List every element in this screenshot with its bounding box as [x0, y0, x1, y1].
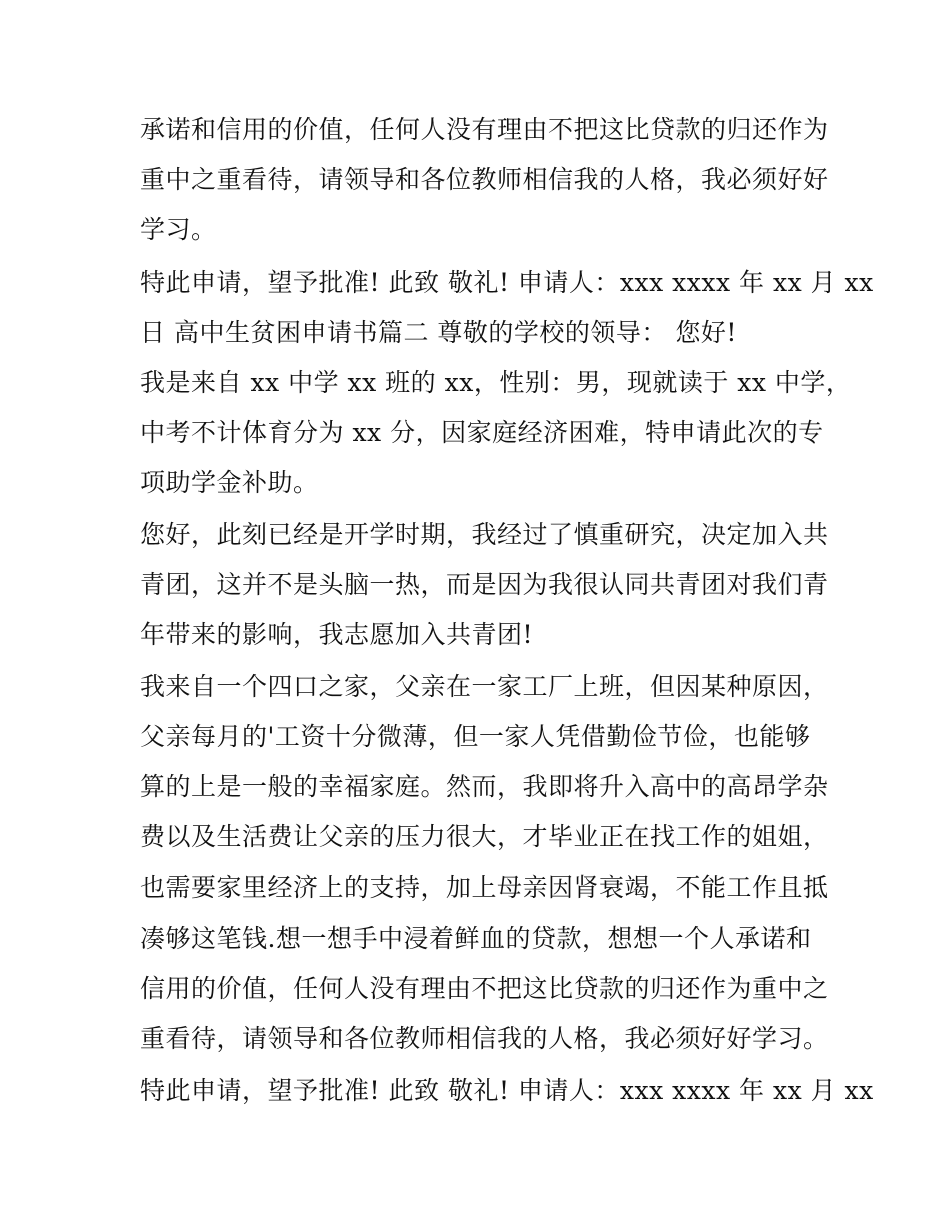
text-line: 特此申请，望予批准! 此致 敬礼! 申请人：xxx xxxx 年 xx 月 xx	[140, 268, 874, 297]
text-line: 项助学金补助。	[140, 468, 319, 497]
text-line: 重看待，请领导和各位教师相信我的人格，我必须好好学习。	[140, 1024, 829, 1053]
text-line: 您好，此刻已经是开学时期，我经过了慎重研究，决定加入共	[140, 520, 829, 549]
text-line: 中考不计体育分为 xx 分，因家庭经济困难，特申请此次的专	[140, 418, 824, 447]
text-line: 信用的价值，任何人没有理由不把这比贷款的归还作为重中之	[140, 974, 829, 1003]
text-line: 承诺和信用的价值，任何人没有理由不把这比贷款的归还作为	[140, 115, 829, 144]
text-line: 也需要家里经济上的支持，加上母亲因肾衰竭，不能工作且抵	[140, 873, 829, 902]
text-line: 学习。	[140, 215, 217, 244]
text-line: 我来自一个四口之家，父亲在一家工厂上班，但因某种原因，	[140, 672, 829, 701]
text-line: 费以及生活费让父亲的压力很大，才毕业正在找工作的姐姐，	[140, 822, 829, 851]
text-line: 重中之重看待，请领导和各位教师相信我的人格，我必须好好	[140, 165, 829, 194]
text-line: 日 高中生贫困申请书篇二 尊敬的学校的领导： 您好!	[140, 318, 737, 347]
text-line: 我是来自 xx 中学 xx 班的 xx，性别：男，现就读于 xx 中学，	[140, 368, 852, 397]
text-line: 青团，这并不是头脑一热，而是因为我很认同共青团对我们青	[140, 570, 829, 599]
text-line: 父亲每月的'工资十分微薄，但一家人凭借勤俭节俭，也能够	[140, 722, 811, 751]
text-line: 算的上是一般的幸福家庭。然而，我即将升入高中的高昂学杂	[140, 772, 829, 801]
text-line: 年带来的影响，我志愿加入共青团!	[140, 620, 534, 649]
text-line: 特此申请，望予批准! 此致 敬礼! 申请人：xxx xxxx 年 xx 月 xx	[140, 1076, 874, 1105]
text-line: 凑够这笔钱.想一想手中浸着鲜血的贷款，想想一个人承诺和	[140, 924, 812, 953]
